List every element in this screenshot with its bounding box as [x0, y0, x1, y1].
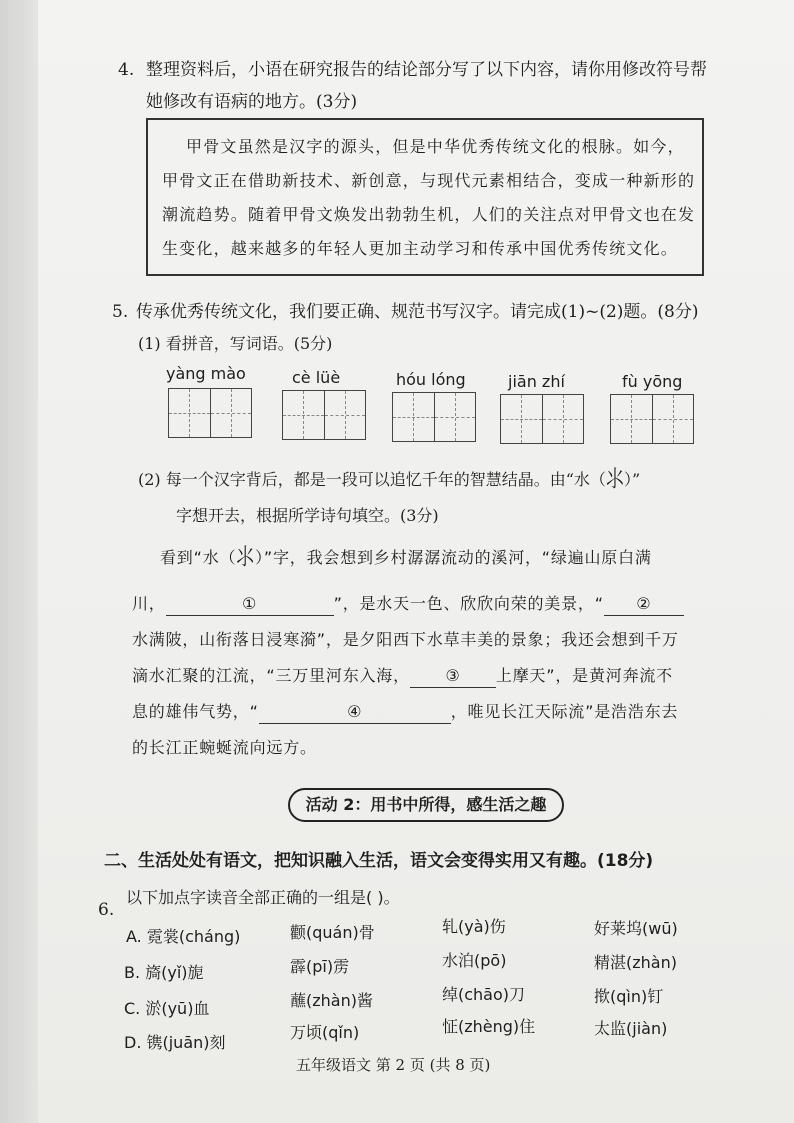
q6-option-a-4: 好莱坞(wū) [594, 919, 678, 938]
page-footer: 五年级语文 第 2 页 (共 8 页) [296, 1056, 491, 1074]
q6-option-a-3: 轧(yà)伤 [442, 917, 506, 936]
q6-option-d-2: 万顷(qǐn) [290, 1023, 360, 1042]
poem-line-6: 的长江正蜿蜒流向远方。 [132, 738, 317, 757]
pinyin-3: hóu lóng [396, 370, 466, 389]
fill-blank-4[interactable]: ④ [259, 701, 451, 724]
q6-option-a-1[interactable]: A. 霓裳(cháng) [126, 927, 241, 946]
q6-option-b-2: 霹(pī)雳 [290, 957, 350, 976]
answer-grid-1[interactable] [168, 388, 252, 438]
fill-blank-1[interactable]: ① [166, 593, 334, 616]
water-oracle-glyph-icon: ⺢ [605, 466, 624, 493]
q5-number: 5. [112, 302, 129, 322]
q6-option-c-2: 蘸(zhàn)酱 [290, 991, 373, 1010]
q4-passage-box[interactable] [146, 118, 704, 276]
q6-option-c-3: 绰(chāo)刀 [442, 985, 526, 1004]
section-2-heading: 二、生活处处有语文，把知识融入生活，语文会变得实用又有趣。(18分) [104, 851, 654, 871]
q6-option-d-1[interactable]: D. 镌(juān)刻 [124, 1033, 226, 1052]
q4-prompt-line1: 整理资料后，小语在研究报告的结论部分写了以下内容，请你用修改符号帮 [146, 60, 707, 80]
poem-line-1: 看到“水（⺢）”字，我会想到乡村潺潺流动的溪河，“绿遍山原白满 [160, 544, 652, 572]
q6-option-b-3: 水泊(pō) [442, 951, 507, 970]
q6-stem: 以下加点字读音全部正确的一组是( )。 [126, 888, 400, 907]
poem-line-2: 川， ① ”，是水天一色、欣欣向荣的美景，“ ② [132, 590, 684, 618]
pinyin-4: jiān zhí [508, 372, 565, 391]
q4-number: 4. [118, 60, 135, 80]
page-gutter [0, 0, 38, 1123]
pinyin-1: yàng mào [166, 364, 246, 383]
pinyin-5: fù yōng [622, 372, 683, 391]
poem-line-3: 水满陂，山衔落日浸寒漪”，是夕阳西下水草丰美的景象；我还会想到千万 [132, 630, 679, 649]
poem-line-5: 息的雄伟气势，“ ④ ，唯见长江天际流”是浩浩东去 [132, 698, 678, 726]
q6-number: 6. [98, 900, 115, 920]
activity-2-banner: 活动 2：用书中所得，感生活之趣 [288, 788, 564, 822]
q6-option-d-3: 怔(zhèng)住 [442, 1017, 536, 1036]
water-oracle-glyph-icon-2: ⺢ [236, 544, 256, 571]
q5-sub1-prompt: (1) 看拼音，写词语。(5分) [138, 334, 333, 353]
poem-line-4: 滴水汇聚的江流，“三万里河东入海， ③ 上摩天”，是黄河奔流不 [132, 662, 673, 690]
answer-grid-2[interactable] [282, 390, 366, 440]
passage-line-3: 潮流趋势。随着甲骨文焕发出勃勃生机，人们的关注点对甲骨文也在发 [162, 205, 696, 224]
q5-sub2-line2: 字想开去，根据所学诗句填空。(3分) [176, 506, 439, 525]
q6-option-b-1[interactable]: B. 旖(yǐ)旎 [124, 963, 204, 982]
q6-option-d-4: 太监(jiàn) [594, 1019, 668, 1038]
pinyin-2: cè lüè [292, 368, 341, 387]
q5-prompt: 传承优秀传统文化，我们要正确、规范书写汉字。请完成(1)~(2)题。(8分) [136, 302, 699, 322]
q6-option-a-2: 颧(quán)骨 [290, 923, 375, 942]
passage-line-1: 甲骨文虽然是汉字的源头，但是中华优秀传统文化的根脉。如今， [186, 137, 685, 156]
q6-option-c-4: 揿(qìn)钉 [594, 987, 664, 1006]
fill-blank-2[interactable]: ② [604, 593, 684, 616]
passage-line-2: 甲骨文正在借助新技术、新创意，与现代元素相结合，变成一种新形的 [162, 171, 696, 190]
answer-grid-3[interactable] [392, 392, 476, 442]
answer-grid-4[interactable] [500, 394, 584, 444]
q5-sub2-line1: (2) 每一个汉字背后，都是一段可以追忆千年的智慧结晶。由“水（⺢）” [138, 466, 640, 494]
passage-line-4: 生变化，越来越多的年轻人更加主动学习和传承中国优秀传统文化。 [162, 239, 679, 258]
fill-blank-3[interactable]: ③ [410, 665, 496, 688]
q6-option-b-4: 精湛(zhàn) [594, 953, 677, 972]
q4-prompt-line2: 她修改有语病的地方。(3分) [146, 92, 358, 112]
answer-grid-5[interactable] [610, 394, 694, 444]
q6-option-c-1[interactable]: C. 淤(yū)血 [124, 999, 210, 1018]
